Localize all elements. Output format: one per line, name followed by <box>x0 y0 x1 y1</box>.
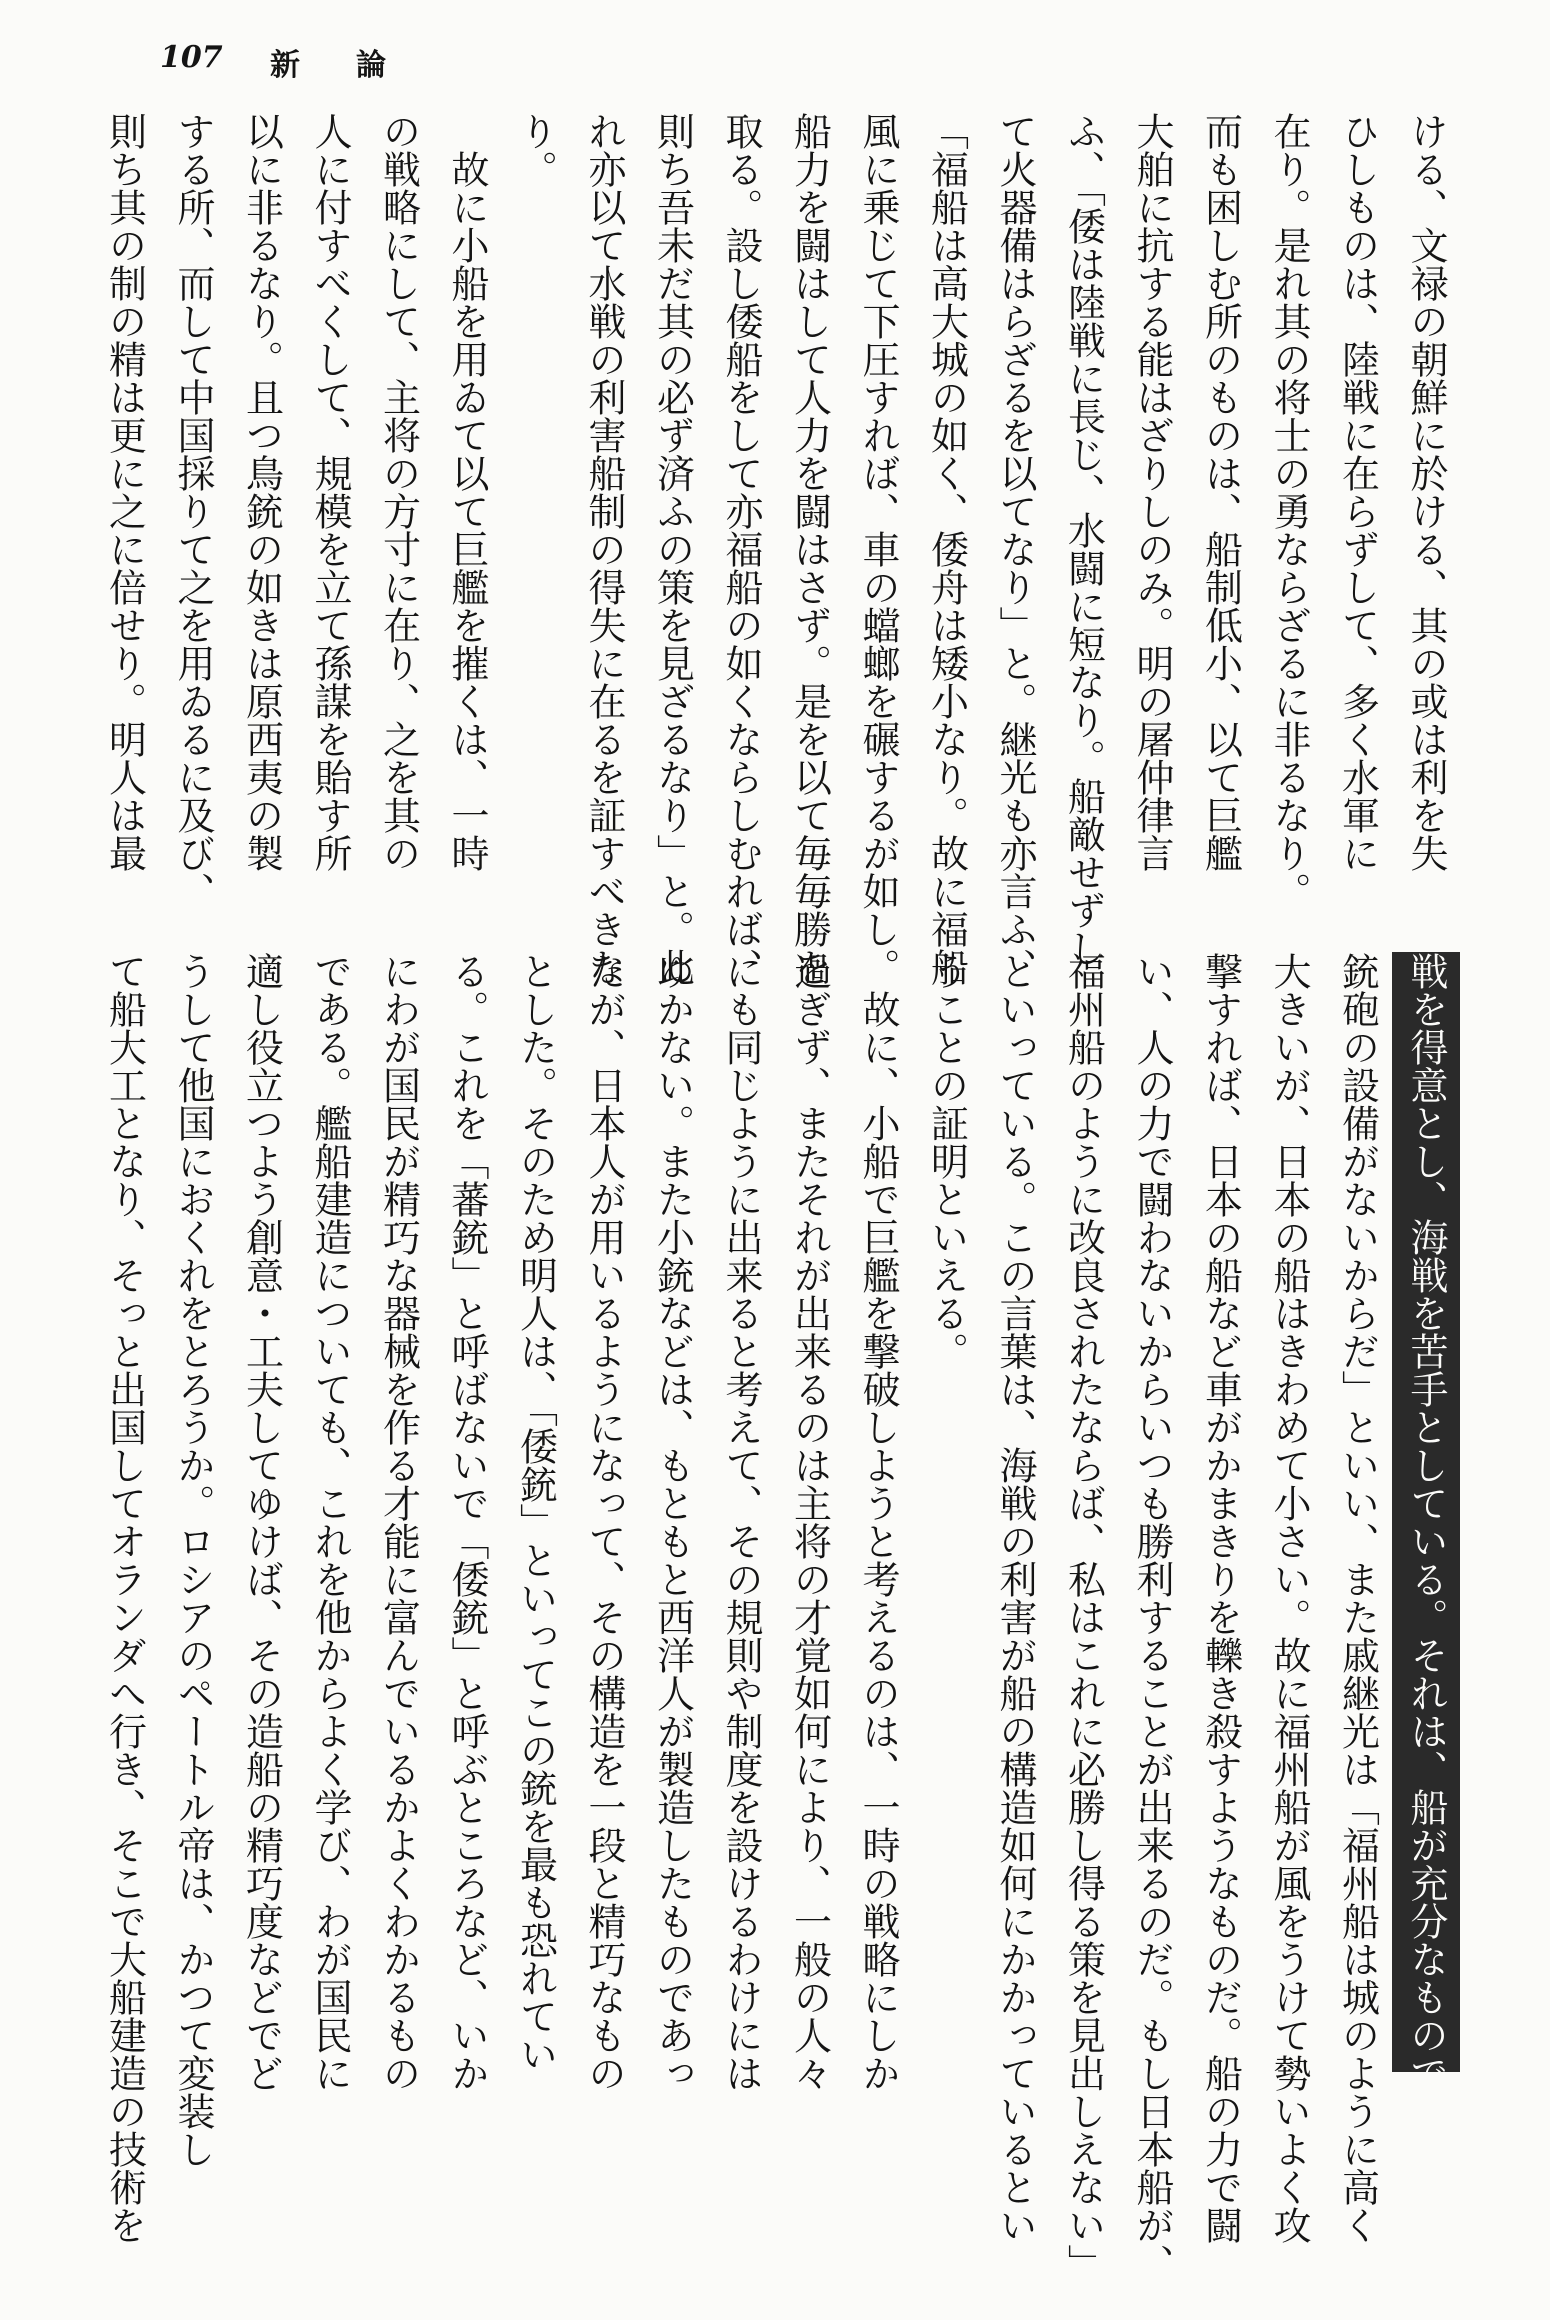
translation-line: ゆかない。また小銃などは、もともと西洋人が製造したものであっ <box>650 952 695 2092</box>
translation-line: である。艦船建造についても、これを他からよく学び、わが国民に <box>308 952 352 2092</box>
original-line: 故に小船を用ゐて以て巨艦を摧くは、一時 <box>445 112 489 872</box>
original-text-block <box>102 112 1460 986</box>
translation-line: 適し役立つよう創意・工夫してゆけば、その造船の精巧度などでど <box>239 952 284 2092</box>
translation-line: 撃すれば、日本の船など車がかまきりを轢き殺すようなものだ。船の力で闘 <box>1198 952 1243 2244</box>
original-line: 則ち其の制の精は更に之に倍せり。明人は最 <box>102 112 147 872</box>
translation-line: 福州船のように改良されたならば、私はこれに必勝し得る策を見出しえない」 <box>1061 952 1106 2282</box>
original-line: 而も困しむ所のものは、船制低小、以て巨艦 <box>1198 112 1243 872</box>
translation-line: とした。そのため明人は、「倭銃」といってこの銃を最も恐れてい <box>513 952 558 2073</box>
original-line: 「福船は高大城の如く、倭舟は矮小なり。故に福船 <box>924 112 969 986</box>
original-line: 在り。是れ其の将士の勇ならざるに非るなり。 <box>1267 112 1311 910</box>
translation-line: 銃砲の設備がないからだ」といい、また戚継光は「福州船は城のように高く <box>1335 952 1380 2244</box>
original-line: て火器備はらざるを以てなり」と。継光も亦言ふ、 <box>993 112 1037 986</box>
original-line: 風に乗じて下圧すれば、車の蟷螂を碾するが如し。 <box>856 112 900 986</box>
translation-line: たが、日本人が用いるようになって、その構造を一段と精巧なもの <box>582 952 626 2092</box>
translation-line: 過ぎず、またそれが出来るのは主将の才覚如何により、一般の人々 <box>787 952 832 2092</box>
translation-line: 戦を得意とし、海戦を苦手としている。それは、船が充分なものでなかったから <box>1392 952 1461 2072</box>
original-line: り。 <box>513 112 558 188</box>
translation-line: 故に、小船で巨艦を撃破しようと考えるのは、一時の戦略にしか <box>856 952 900 2092</box>
original-line: れ亦以て水戦の利害船制の得失に在るを証すべきな <box>582 112 626 986</box>
original-line: の戦略にして、主将の方寸に在り、之を其の <box>376 112 421 872</box>
original-line: 以に非るなり。且つ鳥銃の如きは原西夷の製 <box>239 112 284 872</box>
translation-line: にわが国民が精巧な器械を作る才能に富んでいるかよくわかるもの <box>376 952 421 2092</box>
original-line: 取る。設し倭船をして亦福船の如くならしむれば、 <box>719 112 763 986</box>
original-line: する所、而して中国採りて之を用ゐるに及び、 <box>171 112 215 910</box>
running-title: 新論 <box>270 48 442 83</box>
translation-line: い、人の力で闘わないからいつも勝利することが出来るのだ。もし日本船が、 <box>1130 952 1174 2282</box>
translation-line: にも同じように出来ると考えて、その規則や制度を設けるわけには <box>719 952 763 2092</box>
translation-line: て船大工となり、そっと出国してオランダへ行き、そこで大船建造の技術を <box>102 952 147 2244</box>
original-line: 人に付すべくして、規模を立て孫謀を貽す所 <box>308 112 352 872</box>
original-line: ふ、「倭は陸戦に長じ、水闘に短なり。船敵せずし <box>1061 112 1106 967</box>
original-line: 船力を闘はして人力を闘はさず。是を以て毎毎勝を <box>787 112 832 986</box>
original-line: 則ち吾未だ其の必ず済ふの策を見ざるなり」と。此 <box>650 112 695 986</box>
translation-line: 大きいが、日本の船はきわめて小さい。故に福州船が風をうけて勢いよく攻 <box>1267 952 1311 2244</box>
translation-line: うして他国におくれをとろうか。ロシアのペートル帝は、かつて変装し <box>171 952 215 2168</box>
original-line: ける、文禄の朝鮮に於ける、其の或は利を失 <box>1404 112 1448 872</box>
translation-line: る。これを「蕃銃」と呼ばないで「倭銃」と呼ぶところなど、いか <box>445 952 489 2092</box>
translation-line: といっている。この言葉は、海戦の利害が船の構造如何にかかっているとい <box>993 952 1037 2244</box>
original-line: ひしものは、陸戦に在らずして、多く水軍に <box>1335 112 1380 872</box>
translation-line: うことの証明といえる。 <box>924 952 969 1370</box>
page-number: 107 <box>160 40 223 75</box>
original-line: 大舶に抗する能はざりしのみ。明の屠仲律言 <box>1130 112 1174 872</box>
translation-text-block <box>102 952 1460 2320</box>
